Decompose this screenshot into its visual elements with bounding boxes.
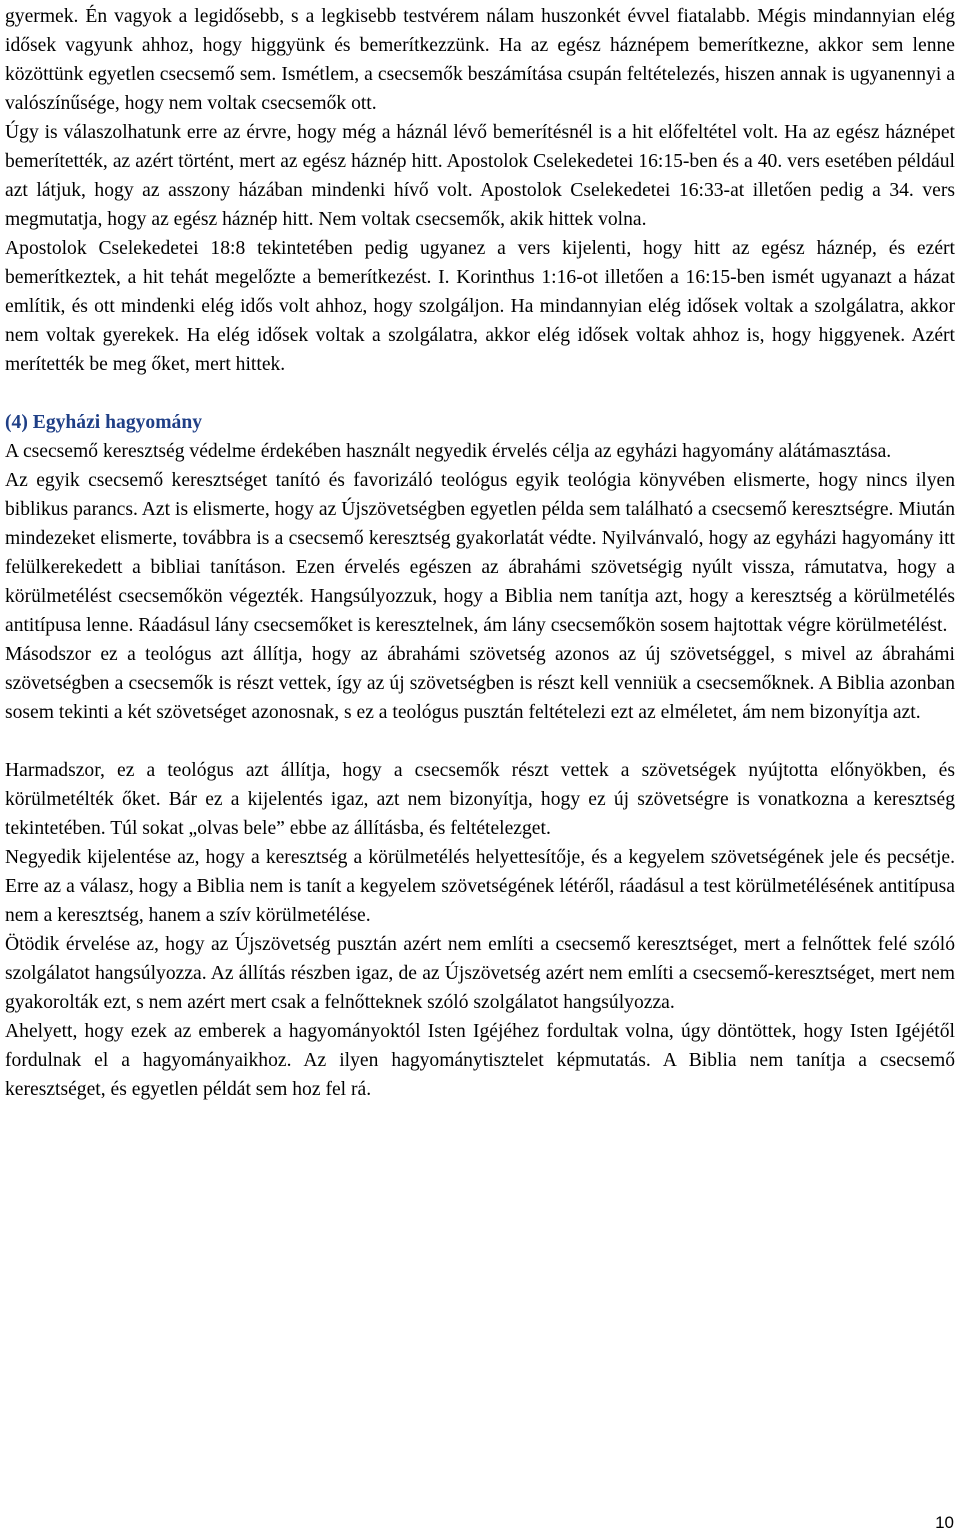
section-heading: (4) Egyházi hagyomány: [5, 412, 203, 433]
paragraph: Negyedik kijelentése az, hogy a keresztség a körülmetélés helyettesítője, és a kegyelem szövetségének jele és pecsétje. Erre az a válasz, hogy a Biblia nem is tanít a kegyelem szövetségének létéről, ráadásul a test körülmetélésének antitípusa nem a keresztség, hanem a szív körülmetélése.: [5, 847, 955, 926]
paragraph: Az egyik csecsemő keresztséget tanító és favorizáló teológus egyik teológia könyvében elismerte, hogy nincs ilyen biblikus parancs. Azt is elismerte, hogy az Újszövetségben egyetlen példa sem található a csecsemő keresztségre. Miután mindezeket elismerte, továbbra is a csecsemő keresztség gyakorlatát védte. Nyilvánvaló, hogy az egyházi hagyomány itt felülkerekedett a bibliai tanításon. Ezen érvelés egészen az ábrahámi szövetségig nyúlt vissza, rámutatva, hogy a körülmetélést csecsemőkön végezték. Hangsúlyozzuk, hogy a Biblia nem tanítja azt, hogy a keresztség a körülmetélés antitípusa lenne. Ráadásul lány csecsemőket is keresztelnek, ám lány csecsemőkön sosem hajtottak végre körülmetélést.: [5, 470, 955, 636]
paragraph: Úgy is válaszolhatunk erre az érvre, hogy még a háznál lévő bemerítésnél is a hit előfeltétel volt. Ha az egész háznépet bemerítették, az azért történt, mert az egész háznép hitt. Apostolok Cselekedetei 16:15-ben és a 40. vers esetében például azt látjuk, hogy az asszony házában mindenki hívő volt. Apostolok Cselekedetei 16:33-at illetően pedig a 34. vers megmutatja, hogy az egész háznép hitt. Nem voltak csecsemők, akik hittek volna.: [5, 122, 955, 230]
paragraph: Ötödik érvelése az, hogy az Újszövetség pusztán azért nem említi a csecsemő keresztséget, mert a felnőttek felé szóló szolgálatot hangsúlyozza. Az állítás részben igaz, de az Újszövetség azért nem említi a csecsemő-keresztséget, mert nem gyakorolták ezt, s nem azért mert csak a felnőtteknek szóló szolgálatot hangsúlyozza.: [5, 934, 955, 1013]
paragraph: A csecsemő keresztség védelme érdekében használt negyedik érvelés célja az egyházi hagyomány alátámasztása.: [5, 441, 892, 462]
paragraph-spacer: [5, 727, 955, 756]
paragraph: Harmadszor, ez a teológus azt állítja, hogy a csecsemők részt vettek a szövetségek nyújtotta előnyökben, és körülmetélték őket. Bár ez a kijelentés igaz, azt nem bizonyítja, hogy ez új szövetségre is vonatkozna a keresztség tekintetében. Túl sokat „olvas bele” ebbe az állításba, és feltételezget.: [5, 760, 955, 839]
page-number: 10: [935, 1513, 954, 1532]
paragraph: Apostolok Cselekedetei 18:8 tekintetében pedig ugyanez a vers kijelenti, hogy hitt az egész háznép, és ezért bemerítkeztek, a hit tehát megelőzte a bemerítkezést. I. Korinthus 1:16-ot illetően a 16:15-ben ismét ugyanazt a házat említik, és ott mindenki elég idős volt ahhoz, hogy szolgáljon. Ha mindannyian elég idősek voltak a szolgálatra, akkor nem voltak gyerekek. Ha elég idősek voltak a szolgálatra, akkor elég idősek voltak ahhoz is, hogy higgyenek. Azért merítették be meg őket, mert hittek.: [5, 238, 955, 375]
document-page: [5, 2, 955, 1104]
paragraph: Ahelyett, hogy ezek az emberek a hagyományoktól Isten Igéjéhez fordultak volna, úgy döntöttek, hogy Isten Igéjétől fordulnak el a hagyományaikhoz. Az ilyen hagyománytisztelet képmutatás. A Biblia nem tanítja a csecsemő keresztséget, és egyetlen példát sem hoz fel rá.: [5, 1021, 955, 1100]
paragraph: Másodszor ez a teológus azt állítja, hogy az ábrahámi szövetség azonos az új szövetséggel, s mivel az ábrahámi szövetségben a csecsemők is részt vettek, így az új szövetségben is részt kell venniük a csecsemőknek. A Biblia azonban sosem tekinti a két szövetséget azonosnak, s ez a teológus pusztán feltételezi ezt az elméletet, ám nem bizonyítja azt.: [5, 644, 955, 723]
paragraph-spacer: [5, 379, 955, 408]
paragraph: gyermek. Én vagyok a legidősebb, s a legkisebb testvérem nálam huszonkét évvel fiatalabb. Mégis mindannyian elég idősek vagyunk ahhoz, hogy higgyünk és bemerítkezzünk. Ha az egész háznépem bemerítkezne, akkor sem lenne közöttünk egyetlen csecsemő sem. Ismétlem, a csecsemők beszámítása csupán feltételezés, hiszen annak is ugyanennyi a valószínűsége, hogy nem voltak csecsemők ott.: [5, 6, 955, 114]
